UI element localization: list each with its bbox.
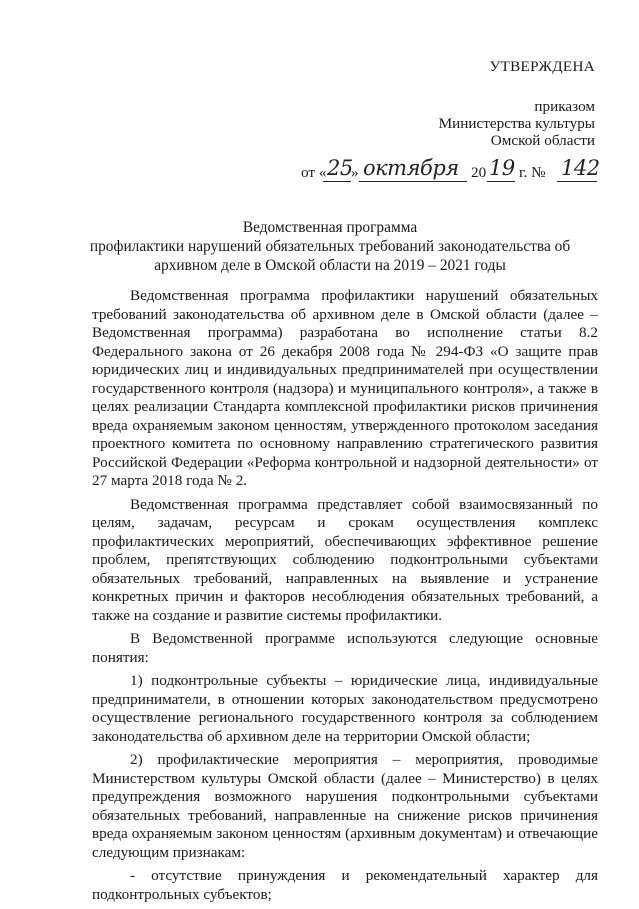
paragraph-program-definition: Ведомственная программа представляет собой взаимосвязанный по целям, задачам, ресурсам и срокам осуществления комплекс профилактических мероприятий, обеспечивающих эффективное решение проблем, препятствующих соблюдению подконтрольными субъектами обязательных требований, направленных на выявление и устранение конкретных причин и факторов несоблюдения обязательных требований, а также на создание и развитие системы профилактики. — [92, 495, 598, 624]
title-line-2: профилактики нарушений обязательных требований законодательства об — [89, 238, 571, 255]
order-date-number-line — [265, 152, 600, 186]
date-prefix: от « — [301, 164, 327, 181]
handwritten-year: 19 — [489, 156, 515, 180]
paragraph-concept-subjects: 1) подконтрольные субъекты – юридические лица, индивидуальные предприниматели, в отношении которых законодательством предусмотрено осуществление регионального государственного контроля за соблюдением законодательства об архивном деле на территории Омской области; — [92, 672, 598, 745]
paragraph-feature-no-coercion: - отсутствие принуждения и рекомендательный характер для подконтрольных субъектов; — [92, 867, 598, 903]
approved-stamp-text: УТВЕРЖДЕНА — [489, 58, 595, 75]
handwritten-month: октября — [363, 156, 459, 180]
handwritten-day: 25 — [327, 156, 353, 180]
year-prefix: 20 — [471, 164, 487, 181]
document-body — [92, 287, 598, 909]
paragraph-intro: Ведомственная программа профилактики нарушений обязательных требований законодательства об архивном деле в Омской области (далее – Ведомственная программа) разработана во исполнение статьи 8.2 Федерального закона от 26 декабря 2008 года № 294-ФЗ «О защите прав юридических лиц и индивидуальных предпринимателей при осуществлении государственного контроля (надзора) и муниципального контроля», а также в целях реализации Стандарта комплексной профилактики рисков причинения вреда охраняемым законом ценностям, утвержденного протоколом заседания проектного комитета по основному направлению стратегического развития Российской Федерации «Реформа контрольной и надзорной деятельности» от 27 марта 2018 года № 2. — [92, 287, 598, 489]
title-line-1: Ведомственная программа — [242, 219, 418, 236]
month-underline — [359, 181, 467, 182]
number-underline — [557, 181, 597, 182]
approval-region-line: Омской области — [490, 132, 595, 149]
paragraph-concept-measures: 2) профилактические мероприятия – мероприятия, проводимые Министерством культуры Омской области (далее – Министерство) в целях предупреждения возможного нарушения подконтрольными субъектами обязательных требований, направленные на снижение рисков причинения вреда охраняемым законом ценностям (архивным документам) и отвечающие следующим признакам: — [92, 751, 598, 861]
title-line-3: архивном деле в Омской области на 2019 – 2021 годы — [154, 257, 506, 274]
handwritten-number: 142 — [561, 156, 600, 180]
paragraph-concepts-heading: В Ведомственной программе используются следующие основные понятия: — [92, 630, 598, 666]
approval-ministry-line: Министерства культуры — [438, 115, 595, 132]
date-mid: » — [351, 164, 359, 181]
program-title — [60, 218, 600, 275]
approval-order-line: приказом — [534, 98, 595, 115]
day-underline — [323, 181, 351, 182]
year-underline — [487, 181, 515, 182]
year-label: г. № — [519, 164, 546, 181]
